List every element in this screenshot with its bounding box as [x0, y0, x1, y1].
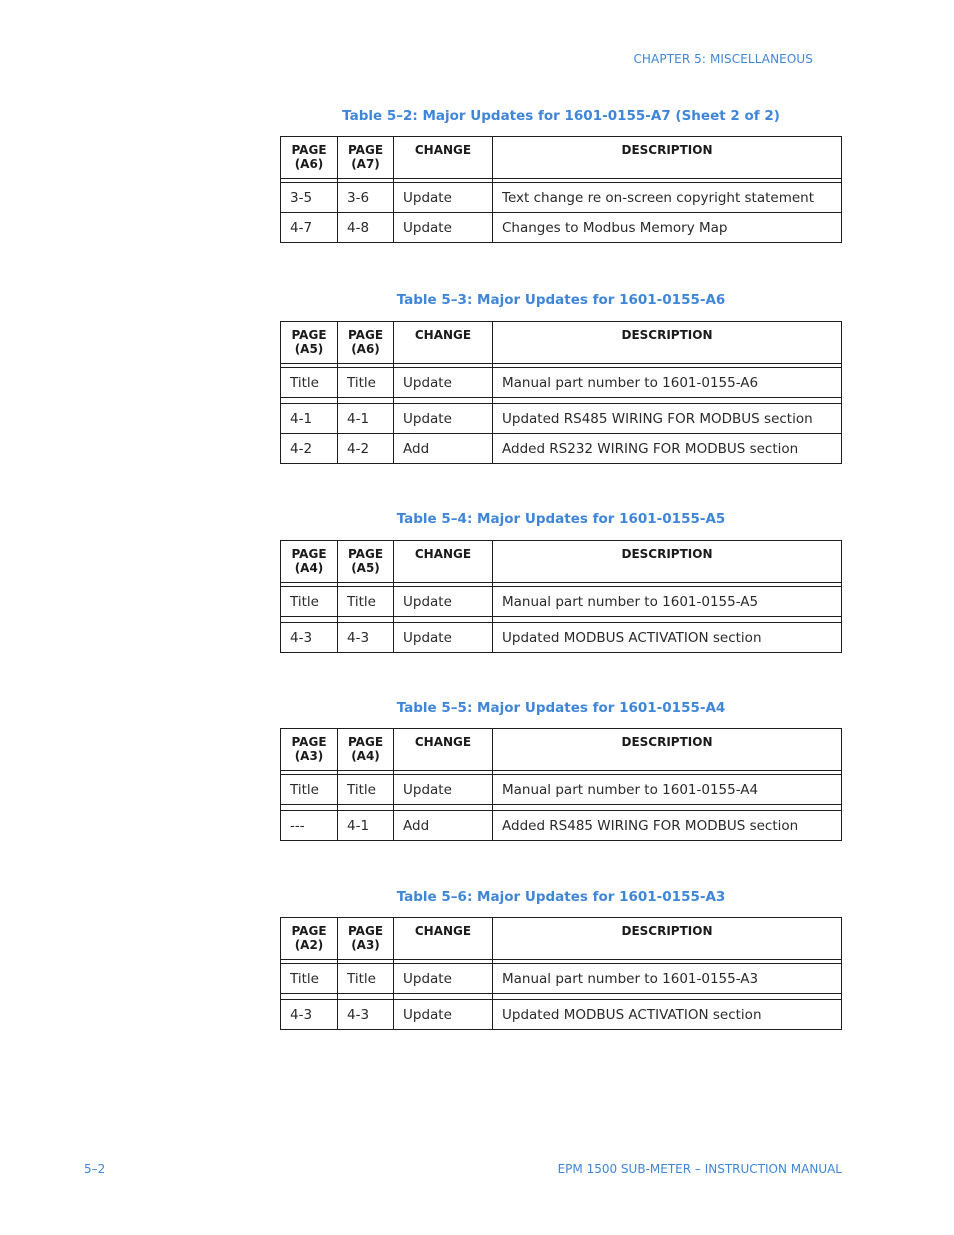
- change-cell: Update: [393, 623, 492, 652]
- table-header-row: [281, 541, 841, 586]
- change-cell: Update: [393, 964, 492, 993]
- header-description: DESCRIPTION: [492, 322, 841, 367]
- page-old-cell: 4-3: [290, 629, 313, 646]
- table-row: [281, 774, 841, 804]
- description-cell: Updated RS485 WIRING FOR MODBUS section: [492, 404, 841, 433]
- header-page-new: PAGE (A4): [337, 729, 393, 774]
- page-old-cell: Title: [290, 374, 319, 391]
- table-row: [281, 963, 841, 993]
- change-cell: Add: [393, 811, 492, 840]
- description-cell: Manual part number to 1601-0155-A5: [492, 587, 841, 616]
- table-row: [281, 999, 841, 1029]
- header-description: DESCRIPTION: [492, 541, 841, 586]
- page-number: 5–2: [84, 1162, 106, 1176]
- change-cell: Update: [393, 775, 492, 804]
- table-row: [281, 403, 841, 433]
- updates-table: [280, 917, 842, 1030]
- page-old-cell: 4-7: [290, 219, 313, 236]
- header-page-new: PAGE (A6): [337, 322, 393, 367]
- table-row: [281, 212, 841, 242]
- table-row: [281, 622, 841, 652]
- page-new-cell: 4-1: [337, 811, 393, 840]
- description-cell: Changes to Modbus Memory Map: [492, 213, 841, 242]
- page-old-cell: Title: [290, 970, 319, 987]
- updates-table: [280, 136, 842, 243]
- header-change: CHANGE: [393, 729, 492, 774]
- table-header-row: [281, 137, 841, 182]
- change-cell: Update: [393, 1000, 492, 1029]
- header-change: CHANGE: [393, 137, 492, 182]
- description-cell: Manual part number to 1601-0155-A6: [492, 368, 841, 397]
- header-description: DESCRIPTION: [492, 918, 841, 963]
- page-new-cell: Title: [337, 964, 393, 993]
- page-new-cell: Title: [337, 587, 393, 616]
- description-cell: Text change re on-screen copyright statement: [492, 183, 841, 212]
- header-page-old: PAGE (A6): [291, 143, 327, 171]
- change-cell: Update: [393, 183, 492, 212]
- table-row: [281, 367, 841, 397]
- header-description: DESCRIPTION: [492, 137, 841, 182]
- updates-table: [280, 321, 842, 464]
- table-caption: Table 5–3: Major Updates for 1601-0155-A6: [396, 292, 726, 308]
- table-row: [281, 586, 841, 616]
- table-caption: Table 5–5: Major Updates for 1601-0155-A4: [396, 700, 726, 716]
- description-cell: Added RS232 WIRING FOR MODBUS section: [492, 434, 841, 463]
- header-page-new: PAGE (A5): [337, 541, 393, 586]
- description-cell: Updated MODBUS ACTIVATION section: [492, 1000, 841, 1029]
- table-header-row: [281, 918, 841, 963]
- header-page-new: PAGE (A7): [337, 137, 393, 182]
- updates-table: [280, 540, 842, 653]
- description-cell: Manual part number to 1601-0155-A3: [492, 964, 841, 993]
- table-header-row: [281, 729, 841, 774]
- page-old-cell: 4-2: [290, 440, 313, 457]
- page-new-cell: 3-6: [337, 183, 393, 212]
- header-page-old: PAGE (A2): [291, 924, 327, 952]
- header-change: CHANGE: [393, 322, 492, 367]
- page-new-cell: 4-1: [337, 404, 393, 433]
- table-header-row: [281, 322, 841, 367]
- header-page-old: PAGE (A3): [291, 735, 327, 763]
- change-cell: Update: [393, 404, 492, 433]
- header-page-new: PAGE (A3): [337, 918, 393, 963]
- chapter-header: CHAPTER 5: MISCELLANEOUS: [633, 52, 813, 66]
- change-cell: Update: [393, 587, 492, 616]
- page-new-cell: 4-3: [337, 1000, 393, 1029]
- page-new-cell: 4-3: [337, 623, 393, 652]
- page-old-cell: 4-1: [290, 410, 313, 427]
- page-new-cell: 4-8: [337, 213, 393, 242]
- manual-title: EPM 1500 SUB-METER – INSTRUCTION MANUAL: [557, 1162, 842, 1176]
- change-cell: Update: [393, 213, 492, 242]
- header-description: DESCRIPTION: [492, 729, 841, 774]
- header-page-old: PAGE (A5): [291, 328, 327, 356]
- page-new-cell: Title: [337, 368, 393, 397]
- page-old-cell: 4-3: [290, 1006, 313, 1023]
- description-cell: Manual part number to 1601-0155-A4: [492, 775, 841, 804]
- page-old-cell: 3-5: [290, 189, 313, 206]
- table-caption: Table 5–6: Major Updates for 1601-0155-A3: [396, 889, 726, 905]
- description-cell: Updated MODBUS ACTIVATION section: [492, 623, 841, 652]
- header-change: CHANGE: [393, 541, 492, 586]
- updates-table: [280, 728, 842, 841]
- table-row: [281, 810, 841, 840]
- change-cell: Update: [393, 368, 492, 397]
- page-old-cell: Title: [290, 781, 319, 798]
- table-row: [281, 433, 841, 463]
- page-old-cell: ---: [290, 817, 305, 834]
- table-caption: Table 5–4: Major Updates for 1601-0155-A5: [396, 511, 726, 527]
- page-new-cell: Title: [337, 775, 393, 804]
- page-old-cell: Title: [290, 593, 319, 610]
- table-row: [281, 182, 841, 212]
- header-page-old: PAGE (A4): [291, 547, 327, 575]
- table-caption: Table 5–2: Major Updates for 1601-0155-A7 (Sheet 2 of 2): [342, 108, 780, 124]
- header-change: CHANGE: [393, 918, 492, 963]
- change-cell: Add: [393, 434, 492, 463]
- page-new-cell: 4-2: [337, 434, 393, 463]
- description-cell: Added RS485 WIRING FOR MODBUS section: [492, 811, 841, 840]
